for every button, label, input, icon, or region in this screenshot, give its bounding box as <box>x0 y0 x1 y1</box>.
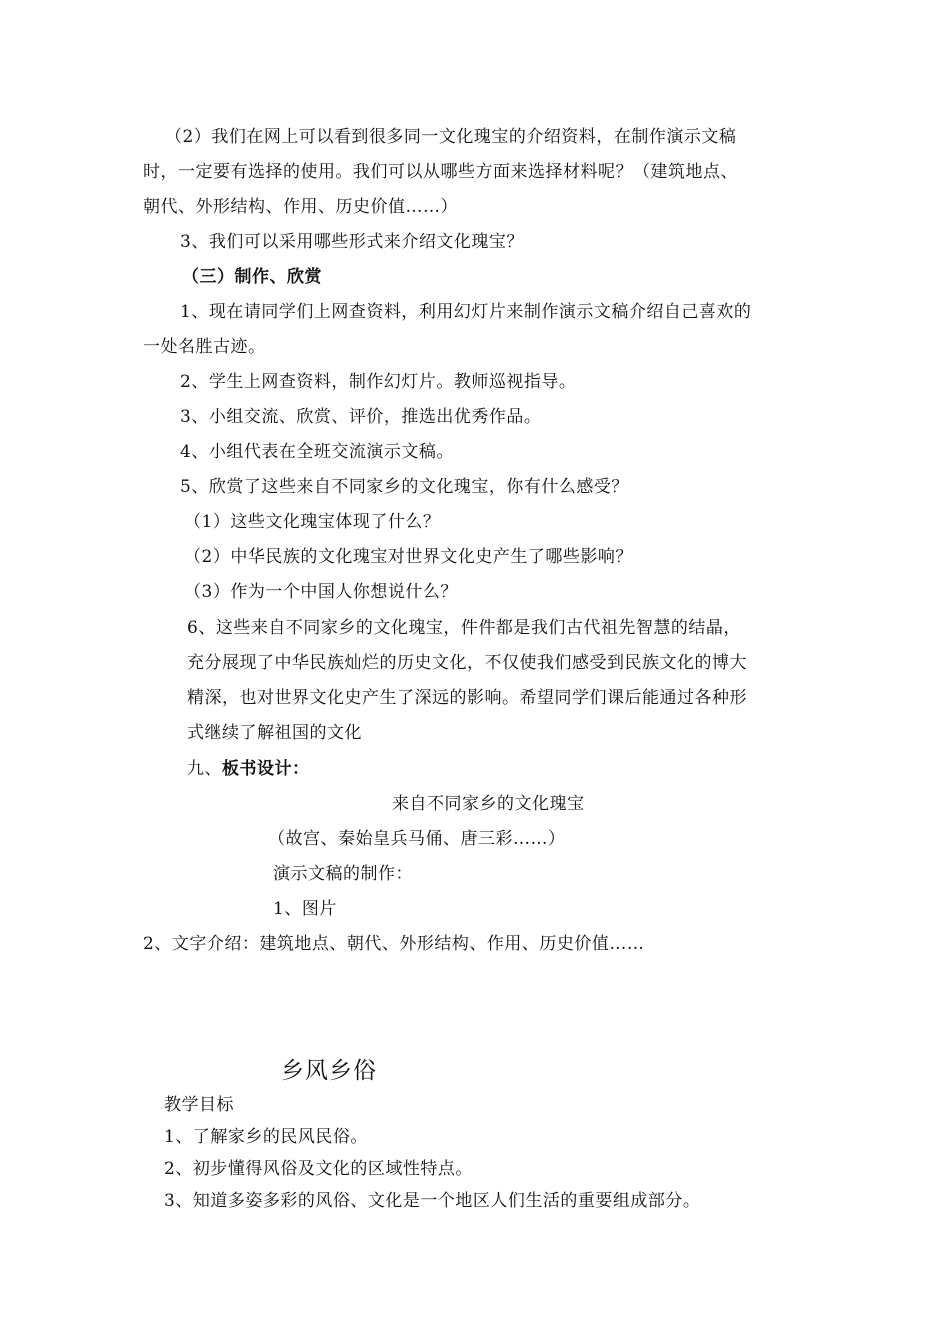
list-item: 3、小组交流、欣赏、评价，推选出优秀作品。 <box>180 407 542 427</box>
paragraph-line: 一处名胜古迹。 <box>143 337 266 357</box>
list-item: 2、学生上网查资料，制作幻灯片。教师巡视指导。 <box>180 372 577 392</box>
paragraph-line: 6、这些来自不同家乡的文化瑰宝，件件都是我们古代祖先智慧的结晶， <box>187 618 741 638</box>
sub-item: （2）中华民族的文化瑰宝对世界文化史产生了哪些影响？ <box>184 547 633 567</box>
board-line: 1、图片 <box>273 899 337 919</box>
paragraph-line: （2）我们在网上可以看到很多同一文化瑰宝的介绍资料，在制作演示文稿 <box>165 127 737 147</box>
paragraph-line: 时，一定要有选择的使用。我们可以从哪些方面来选择材料呢？（建筑地点、 <box>143 162 738 182</box>
paragraph-line: 朝代、外形结构、作用、历史价值……） <box>143 197 458 217</box>
board-line: （故宫、秦始皇兵马俑、唐三彩……） <box>268 829 566 849</box>
paragraph-line: 式继续了解祖国的文化 <box>187 723 362 743</box>
paragraph-line: 精深，也对世界文化史产生了深远的影响。希望同学们课后能通过各种形 <box>187 688 747 708</box>
list-item: 5、欣赏了这些来自不同家乡的文化瑰宝，你有什么感受？ <box>180 477 629 497</box>
paragraph-line: 3、我们可以采用哪些形式来介绍文化瑰宝？ <box>180 232 524 252</box>
paragraph-line: 充分展现了中华民族灿烂的历史文化，不仅使我们感受到民族文化的博大 <box>187 653 747 673</box>
board-design-heading <box>187 758 310 780</box>
list-item: 4、小组代表在全班交流演示文稿。 <box>180 442 454 462</box>
board-design-label: 板书设计： <box>222 759 310 779</box>
board-line: 演示文稿的制作： <box>273 864 413 884</box>
sub-item: （3）作为一个中国人你想说什么？ <box>184 582 458 602</box>
lesson-title: 乡风乡俗 <box>281 1058 377 1084</box>
goal-item: 3、知道多姿多彩的风俗、文化是一个地区人们生活的重要组成部分。 <box>164 1191 701 1211</box>
board-design-prefix: 九、 <box>187 759 222 779</box>
goal-item: 1、了解家乡的民风民俗。 <box>164 1127 368 1147</box>
board-title: 来自不同家乡的文化瑰宝 <box>392 794 585 814</box>
section-heading: （三）制作、欣赏 <box>182 267 322 287</box>
board-line: 2、文字介绍：建筑地点、朝代、外形结构、作用、历史价值…… <box>143 934 645 954</box>
sub-item: （1）这些文化瑰宝体现了什么？ <box>184 512 441 532</box>
paragraph-line: 1、现在请同学们上网查资料，利用幻灯片来制作演示文稿介绍自己喜欢的 <box>180 302 752 322</box>
goals-heading: 教学目标 <box>164 1095 234 1115</box>
goal-item: 2、初步懂得风俗及文化的区域性特点。 <box>164 1159 473 1179</box>
